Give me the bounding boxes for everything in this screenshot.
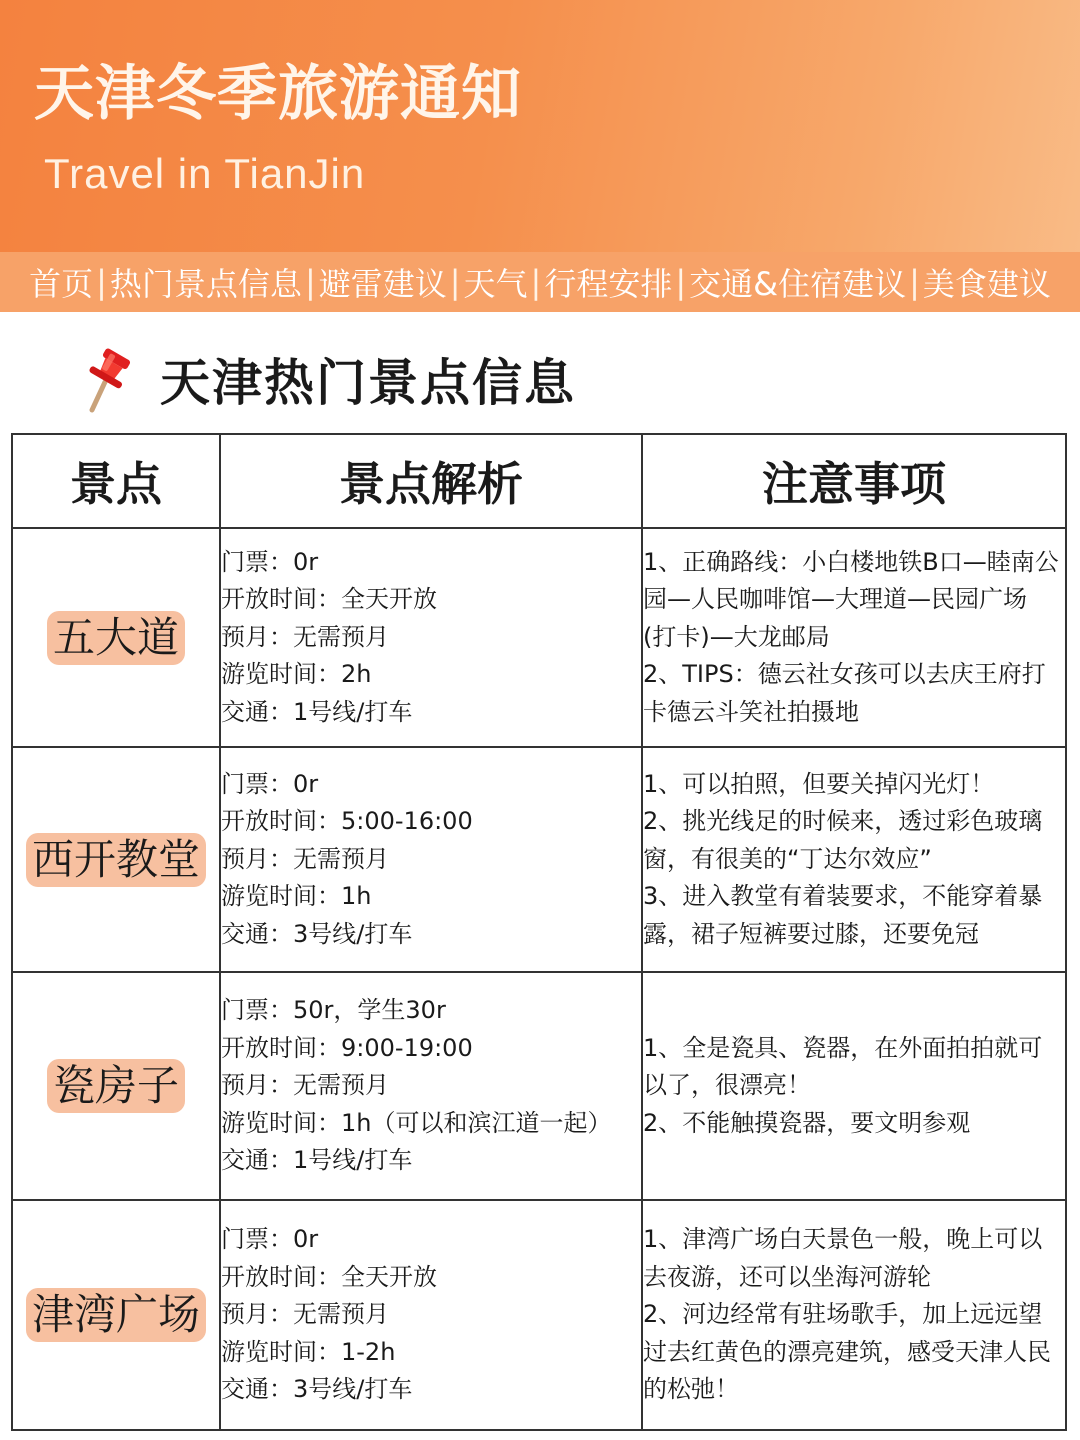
info-line: 开放时间：全天开放 [221,1262,437,1291]
attraction-name: 瓷房子 [47,1059,185,1113]
info-line: 游览时间：1h [221,882,372,911]
info-line: 预月：无需预月 [221,622,389,651]
attraction-name: 津湾广场 [26,1288,206,1342]
attraction-info [220,972,642,1200]
column-header-notes: 注意事项 [642,434,1066,528]
nav-item-home[interactable]: 首页 [29,265,94,303]
attraction-notes [642,1200,1066,1430]
attraction-name: 五大道 [47,611,185,665]
nav-separator: | [909,263,920,301]
table-row [12,528,1066,747]
attraction-info [220,747,642,972]
attraction-notes [642,528,1066,747]
section-title: 天津热门景点信息 [160,354,576,412]
note-item: 2、TIPS：德云社女孩可以去庆王府打卡德云斗笑社拍摄地 [643,660,1046,726]
note-item: 3、进入教堂有着装要求，不能穿着暴露，裙子短裤要过膝，还要免冠 [643,882,1043,948]
info-line: 门票：0r [221,1225,319,1254]
info-line: 预月：无需预月 [221,844,389,873]
table-row [12,1200,1066,1430]
attraction-info [220,528,642,747]
info-line: 交通：1号线/打车 [221,1146,413,1175]
info-line: 门票：0r [221,547,319,576]
attraction-notes [642,972,1066,1200]
info-line: 游览时间：2h [221,660,372,689]
note-item: 2、不能触摸瓷器，要文明参观 [643,1108,971,1137]
nav-separator: | [675,263,687,301]
info-line: 开放时间：9:00-19:00 [221,1033,473,1062]
attraction-name: 西开教堂 [26,833,206,887]
section-header [78,340,576,418]
info-line: 开放时间：5:00-16:00 [221,807,473,836]
info-line: 预月：无需预月 [221,1300,389,1329]
note-item: 1、全是瓷具、瓷器，在外面拍拍就可以了，很漂亮！ [643,1033,1043,1100]
info-line: 交通：1号线/打车 [221,697,413,726]
info-line: 预月：无需预月 [221,1071,389,1100]
attraction-info [220,1200,642,1430]
nav-item-food[interactable]: 美食建议 [922,265,1051,303]
nav-separator: | [530,263,542,301]
nav-item-itinerary[interactable]: 行程安排 [544,265,673,303]
table-row [12,972,1066,1200]
note-item: 2、河边经常有驻场歌手，加上远远望过去红黄色的漂亮建筑，感受天津人民的松弛！ [643,1300,1051,1404]
info-line: 游览时间：1-2h [221,1337,396,1366]
table-row [12,747,1066,972]
nav-item-attractions[interactable]: 热门景点信息 [109,265,302,303]
nav-item-transport-lodging[interactable]: 交通&住宿建议 [689,265,907,303]
attractions-table [11,433,1067,1431]
nav-separator: | [96,263,107,301]
header-banner [0,0,1080,252]
attraction-notes [642,747,1066,972]
info-line: 交通：3号线/打车 [221,1375,413,1404]
column-header-attraction: 景点 [12,434,220,528]
table-header-row [12,434,1066,528]
page-title: 天津冬季旅游通知 [34,59,522,129]
nav-item-weather[interactable]: 天气 [463,265,528,303]
info-line: 门票：0r [221,769,319,798]
note-item: 1、可以拍照，但要关掉闪光灯！ [643,769,995,798]
note-item: 2、挑光线足的时候来，透过彩色玻璃窗，有很美的“丁达尔效应” [643,807,1043,873]
note-item: 1、津湾广场白天景色一般，晚上可以去夜游，还可以坐海河游轮 [643,1225,1043,1291]
note-item: 1、正确路线：小白楼地铁B口—睦南公园—人民咖啡馆—大理道—民园广场 (打卡)—大龙邮局 [643,547,1059,651]
nav-separator: | [449,263,461,301]
page-subtitle: Travel in TianJin [44,150,366,197]
pushpin-icon [78,344,134,414]
info-line: 交通：3号线/打车 [221,919,413,948]
info-line: 游览时间：1h（可以和滨江道一起） [221,1108,612,1137]
info-line: 开放时间：全天开放 [221,585,437,614]
info-line: 门票：50r，学生30r [221,996,446,1025]
nav-item-pitfalls[interactable]: 避雷建议 [318,265,447,303]
nav-separator: | [304,263,316,301]
column-header-analysis: 景点解析 [220,434,642,528]
nav-bar [0,252,1080,312]
